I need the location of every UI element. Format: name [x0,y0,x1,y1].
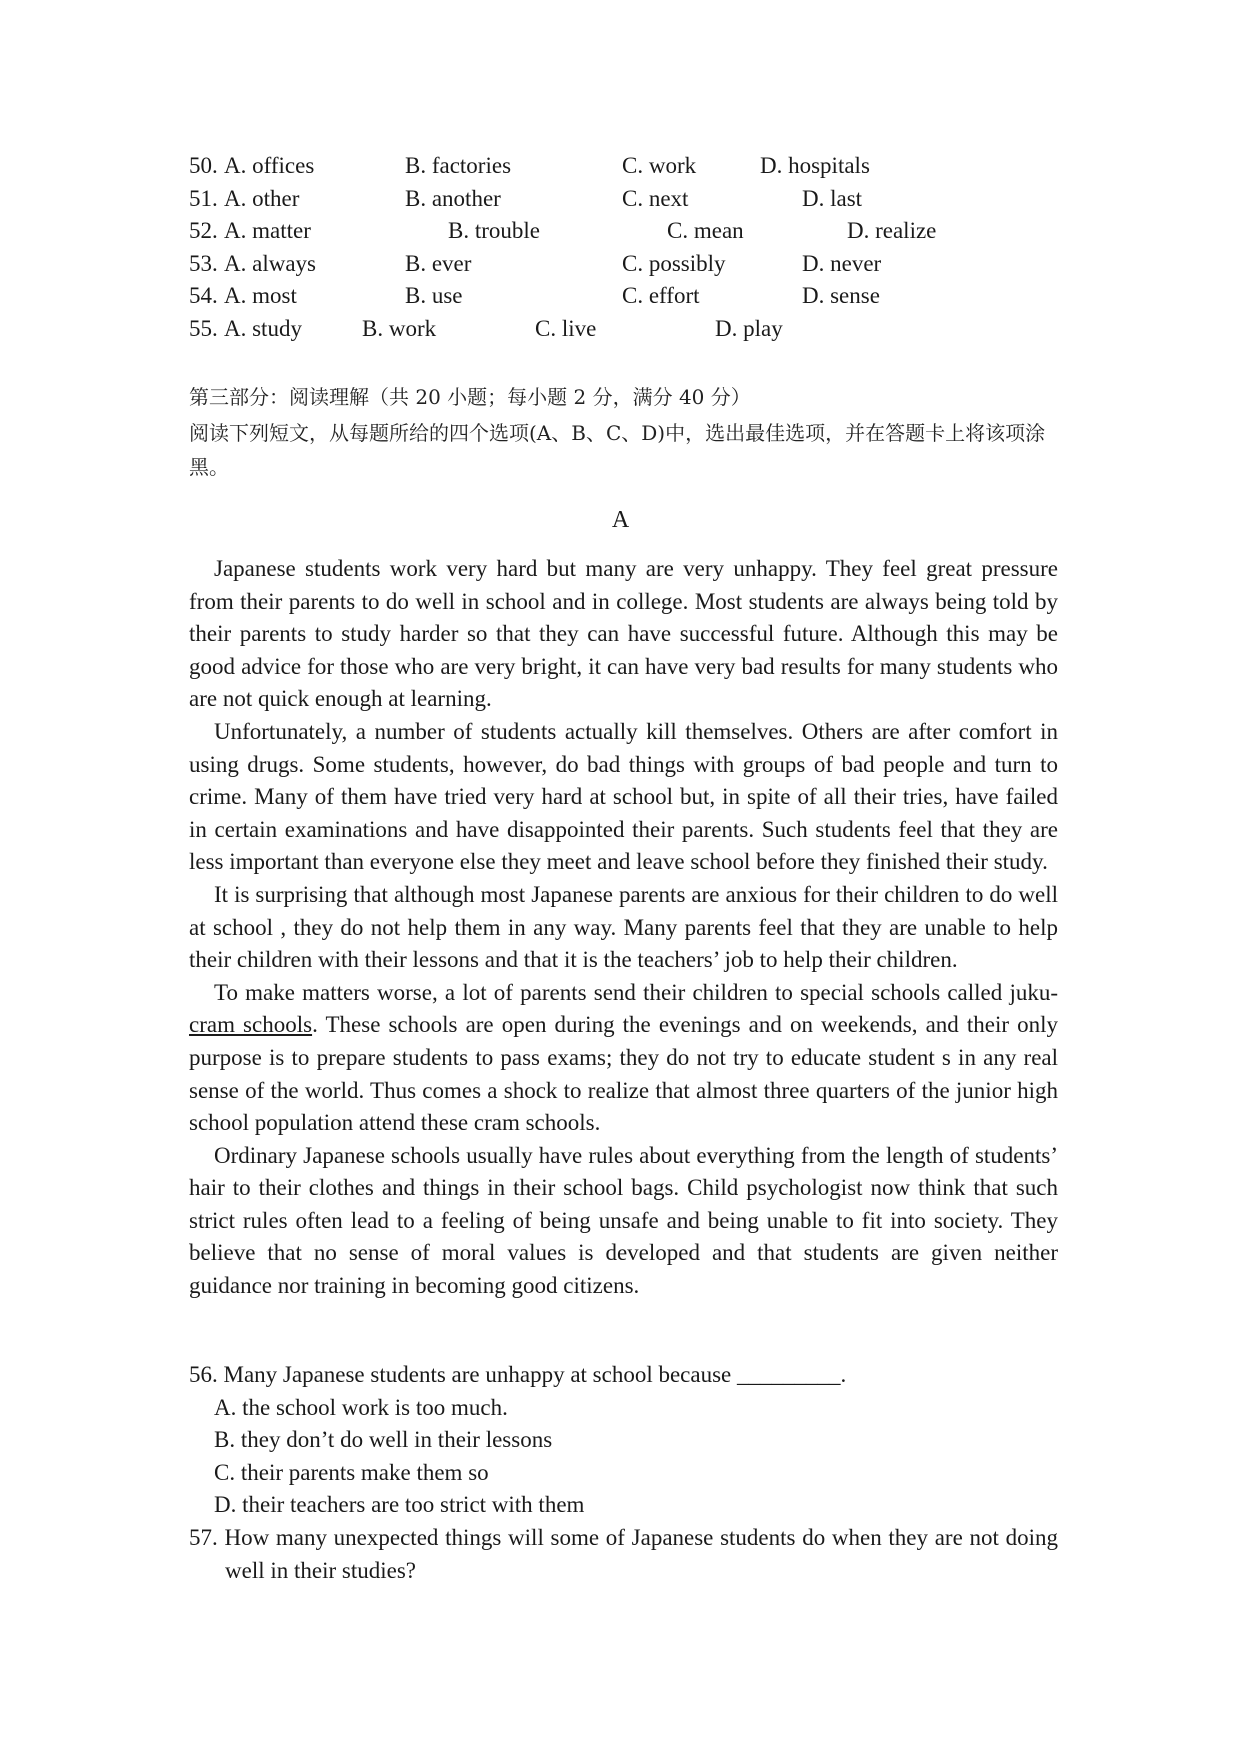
option-a: A. always [224,251,316,276]
question-number: 53. [189,251,218,276]
question-56-option-d: D. their teachers are too strict with them [214,1492,585,1518]
passage-title: A [611,507,630,533]
question-number: 55. [189,316,218,341]
option-b: B. use [405,283,463,308]
option-a: A. study [224,316,302,341]
option-b: B. factories [405,153,512,178]
question-57-stem: 57. How many unexpected things will some of Japanese students do when they are not doing well in their studies? [189,1524,1058,1583]
option-b: B. ever [405,251,472,276]
paragraph-1: Japanese students work very hard but many are very unhappy. They feel great pressure from their parents to do well in school and in college. Most students are always being told by their parents to study harder so that they can have successful future. Although this may be good advice for those who are very bright, it can have very bad results for many students who are not quick enough at learning. [189,556,1058,712]
option-d: D. never [802,251,882,276]
option-c: C. next [622,186,689,211]
reading-passage [189,553,1058,1303]
option-b: B. another [405,186,501,211]
question-number: 50. [189,153,218,178]
option-d: D. last [802,186,863,211]
option-d: D. realize [847,218,937,243]
paragraph-4-start: To make matters worse, a lot of parents send their children to special schools called juku- [214,979,1058,1005]
option-a: A. most [224,283,297,308]
option-c: C. mean [667,218,744,243]
question-56-option-b: B. they don’t do well in their lessons [214,1427,553,1453]
paragraph-4 [189,977,1058,1140]
option-a: A. matter [224,218,311,243]
paragraph-3: It is surprising that although most Japanese parents are anxious for their children to do well at school , they do not help them in any way. Many parents feel that they are unable to help their children with their lessons and that it is the teachers’ job to help their children. [189,881,1058,973]
option-c: C. work [622,153,697,178]
option-b: B. trouble [448,218,540,243]
underlined-term: cram schools [189,1012,313,1038]
question-56-option-c: C. their parents make them so [214,1459,489,1485]
question-number: 54. [189,283,218,308]
option-c: C. live [535,316,597,341]
option-a: A. offices [224,153,315,178]
paragraph-5: Ordinary Japanese schools usually have rules about everything from the length of students’ hair to their clothes and things in their school bags. Child psychologist now think that such strict rules often lead to a feeling of being unsafe and being unable to fit into society. They believe that no sense of moral values is developed and that students are given neither guidance nor training in becoming good citizens. [189,1142,1058,1299]
paragraph-4-end: . These schools are open during the evenings and on weekends, and their only purpose is to prepare students to pass exams; they do not try to educate student s in any real sense of the world. Thus comes a shock to realize that almost three quarters of the junior high school population attend these cram schools. [189,1012,1058,1136]
question-56-option-a: A. the school work is too much. [214,1394,508,1420]
questions [189,1359,1058,1587]
section-heading: 第三部分：阅读理解（共 20 小题；每小题 2 分，满分 40 分） [189,385,751,409]
question-number: 52. [189,218,218,243]
option-a: A. other [224,186,300,211]
question-number: 51. [189,186,218,211]
paragraph-2: Unfortunately, a number of students actually kill themselves. Others are after comfort in using drugs. Some students, however, do bad things with groups of bad people and turn to crime. Many of them have tried very hard at school but, in spite of all their tries, have failed in certain examinations and have disappointed their parents. Such students feel that they are less important than everyone else they meet and leave school before they finished their study. [189,718,1058,875]
option-d: D. sense [802,283,880,308]
question-56-stem: 56. Many Japanese students are unhappy at school because _________. [189,1362,847,1387]
option-c: C. possibly [622,251,726,276]
option-d: D. hospitals [760,153,870,178]
option-d: D. play [715,316,783,341]
option-b: B. work [362,316,437,341]
option-c: C. effort [622,283,700,308]
section-instruction: 阅读下列短文，从每题所给的四个选项(A、B、C、D)中，选出最佳选项，并在答题卡上将该项涂黑。 [189,421,1046,479]
